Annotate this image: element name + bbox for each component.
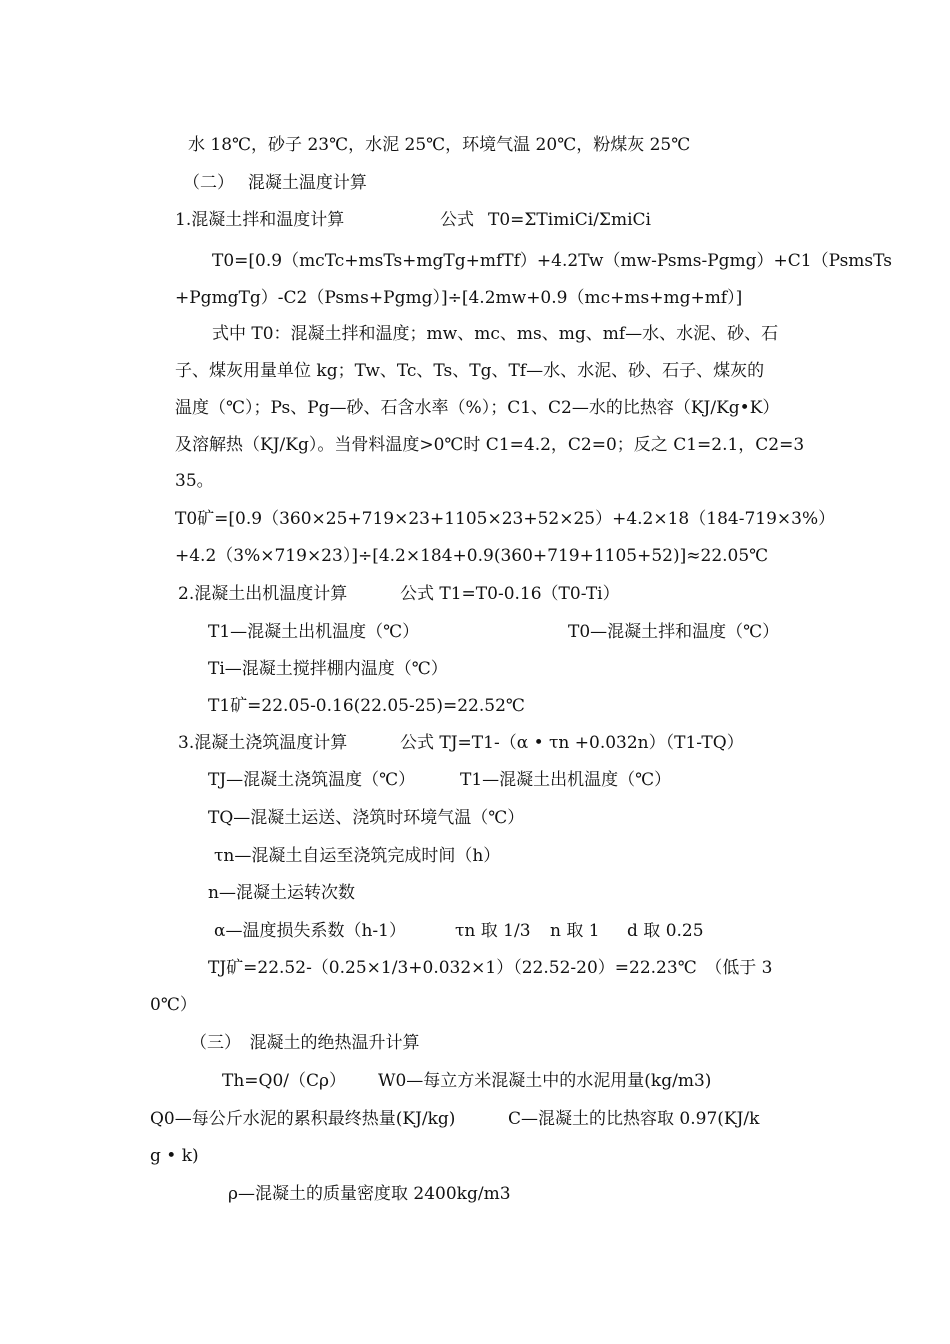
mixing-formula-line-2: +PgmgTg）-C2（Psms+Pgmg）]÷[4.2mw+0.9（mc+ms+mg+mf）]	[175, 288, 743, 308]
def-rho: ρ—混凝土的质量密度取 2400kg/m3	[228, 1184, 511, 1204]
section-heading-2: （二） 混凝土温度计算	[183, 173, 367, 193]
subsection-3-heading: 3.混凝土浇筑温度计算	[178, 733, 348, 753]
def-q0: Q0—每公斤水泥的累积最终热量(KJ/kg)	[150, 1109, 456, 1129]
value-n: n 取 1	[550, 921, 600, 941]
ambient-temperatures-line: 水 18℃，砂子 23℃，水泥 25℃，环境气温 20℃，粉煤灰 25℃	[188, 135, 691, 155]
variable-definitions-line-4: 及溶解热（KJ/Kg）。当骨料温度>0℃时 C1=4.2，C2=0；反之 C1=2.1，C2=3	[175, 435, 805, 455]
pouring-temperature-formula: 公式 TJ=T1-（α • τn +0.032n）（T1-TQ）	[400, 733, 744, 753]
variable-definitions-line-5: 35。	[175, 471, 214, 491]
def-c-line-2: g • k)	[150, 1146, 199, 1166]
subsection-2-heading: 2.混凝土出机温度计算	[178, 584, 348, 604]
mixing-formula-line-1: T0=[0.9（mcTc+msTs+mgTg+mfTf）+4.2Tw（mw-Psms-Pgmg）+C1（PsmsTs	[212, 251, 892, 271]
section-heading-3: （三） 混凝土的绝热温升计算	[190, 1033, 420, 1053]
variable-definitions-line-2: 子、煤灰用量单位 kg；Tw、Tc、Ts、Tg、Tf—水、水泥、砂、石子、煤灰的	[175, 361, 765, 381]
def-n: n—混凝土运转次数	[208, 883, 355, 903]
pouring-calculation-line-1: TJ矿=22.52-（0.25×1/3+0.032×1）（22.52-20）=22.23℃ （低于 3	[208, 958, 773, 978]
discharge-calculation: T1矿=22.05-0.16(22.05-25)=22.52℃	[208, 696, 525, 716]
def-tau: τn—混凝土自运至浇筑完成时间（h）	[214, 846, 501, 866]
def-tq: TQ—混凝土运送、浇筑时环境气温（℃）	[208, 808, 525, 828]
subsection-1-heading: 1.混凝土拌和温度计算	[175, 210, 345, 230]
def-t1-repeat: T1—混凝土出机温度（℃）	[460, 770, 672, 790]
value-d: d 取 0.25	[627, 921, 704, 941]
variable-definitions-line-3: 温度（℃）；Ps、Pg—砂、石含水率（%）；C1、C2—水的比热容（KJ/Kg•K）	[175, 398, 780, 418]
mixing-calculation-line-2: +4.2（3%×719×23）]÷[4.2×184+0.9(360+719+1105+52)]≈22.05℃	[175, 546, 769, 566]
mixing-calculation-line-1: T0矿=[0.9（360×25+719×23+1105×23+52×25）+4.2×18（184-719×3%）	[175, 509, 836, 529]
def-w0: W0—每立方米混凝土中的水泥用量(kg/m3)	[378, 1071, 712, 1091]
def-t1: T1—混凝土出机温度（℃）	[208, 622, 420, 642]
adiabatic-formula: Th=Q0/（Cρ）	[222, 1071, 347, 1091]
def-ti: Ti—混凝土搅拌棚内温度（℃）	[208, 659, 448, 679]
def-c-line-1: C—混凝土的比热容取 0.97(KJ/k	[508, 1109, 760, 1129]
variable-definitions-line-1: 式中 T0：混凝土拌和温度；mw、mc、ms、mg、mf—水、水泥、砂、石	[212, 324, 779, 344]
mixing-temperature-formula: T0=ΣTimiCi/ΣmiCi	[488, 210, 651, 230]
value-tau: τn 取 1/3	[455, 921, 531, 941]
pouring-calculation-line-2: 0℃）	[150, 995, 197, 1015]
def-alpha: α—温度损失系数（h-1）	[214, 921, 406, 941]
def-t0: T0—混凝土拌和温度（℃）	[568, 622, 780, 642]
def-tj: TJ—混凝土浇筑温度（℃）	[208, 770, 416, 790]
discharge-temperature-formula: 公式 T1=T0-0.16（T0-Ti）	[400, 584, 620, 604]
formula-label: 公式	[440, 210, 474, 230]
